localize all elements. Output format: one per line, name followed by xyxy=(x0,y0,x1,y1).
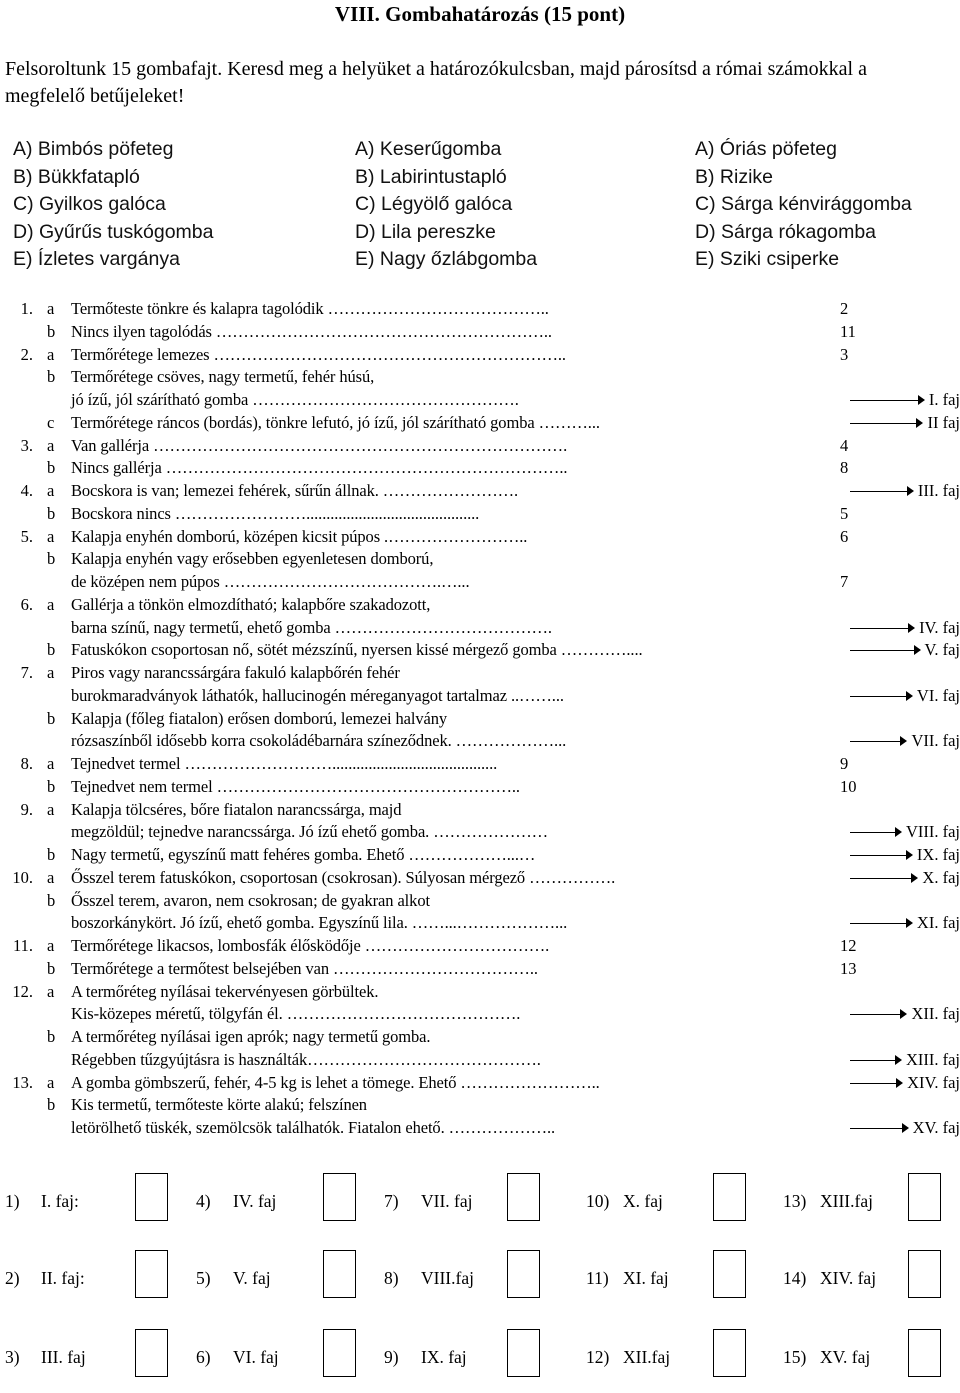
mushroom-name: D) Gyűrűs tuskógomba xyxy=(13,220,214,243)
answer-number: 9) xyxy=(384,1347,399,1367)
key-description: barna színű, nagy termetű, ehető gomba …………………………………. xyxy=(71,617,552,637)
arrow-shaft xyxy=(850,628,909,629)
answer-species-label: VIII.faj xyxy=(421,1268,474,1288)
answer-species-label: XI. faj xyxy=(623,1268,669,1288)
key-next-step: 9 xyxy=(840,754,849,773)
answer-box[interactable] xyxy=(323,1173,356,1221)
arrow-shaft xyxy=(850,423,917,424)
key-line xyxy=(0,890,960,912)
key-description: Piros vagy narancssárgára fakuló kalapbőrén fehér xyxy=(71,663,400,682)
species-label: VI. faj xyxy=(916,685,960,705)
key-option-letter: b xyxy=(47,890,56,910)
key-description: Tejnedvet termel ………………………......................................... xyxy=(71,754,498,773)
answer-number: 1) xyxy=(5,1191,20,1211)
key-description: Ősszel terem fatuskókon, csoportosan (csokrosan). Súlyosan mérgező ……………. xyxy=(71,867,616,887)
result-arrow xyxy=(850,730,907,752)
mushroom-name: A) Bimbós pöfeteg xyxy=(13,138,174,160)
answer-species-label: V. faj xyxy=(233,1268,271,1288)
result-arrow xyxy=(850,1049,902,1071)
answer-box[interactable] xyxy=(507,1250,540,1298)
key-line xyxy=(0,321,960,343)
answer-species-label: XII.faj xyxy=(623,1347,671,1367)
arrow-right-icon xyxy=(900,1009,907,1019)
arrow-right-icon xyxy=(918,395,925,405)
key-next-step: 3 xyxy=(840,344,849,364)
key-option-letter: a xyxy=(47,1072,55,1092)
key-option-letter: a xyxy=(47,594,55,614)
key-next-step: 4 xyxy=(840,435,849,455)
key-option-letter: b xyxy=(47,845,56,864)
key-description: Termőrétege csöves, nagy termetű, fehér húsú, xyxy=(71,367,375,387)
mushroom-list-column-2 xyxy=(355,136,537,274)
result-arrow xyxy=(850,821,902,843)
key-step-number: 3. xyxy=(20,435,33,455)
species-label: V. faj xyxy=(924,640,960,660)
key-line xyxy=(0,571,960,593)
answer-box[interactable] xyxy=(507,1329,540,1377)
key-description: Kalapja enyhén domború, középen kicsit púpos .…………………….. xyxy=(71,526,528,546)
key-line xyxy=(0,799,960,821)
key-line xyxy=(0,821,960,843)
key-line xyxy=(0,753,960,775)
result-arrow xyxy=(850,867,918,889)
arrow-shaft xyxy=(850,400,919,401)
key-description: A termőréteg nyílásai tekervényesen görbültek. xyxy=(71,981,379,1001)
key-description: burokmaradványok láthatók, hallucinogén méreganyagot tartalmaz ..……... xyxy=(71,685,564,705)
species-label: II faj xyxy=(927,412,960,432)
arrow-shaft xyxy=(850,1083,897,1084)
answer-box[interactable] xyxy=(713,1173,746,1221)
mushroom-list-column-1 xyxy=(13,136,214,274)
key-step-number: 5. xyxy=(20,526,33,546)
key-option-letter: a xyxy=(47,754,55,773)
mushroom-name: D) Sárga rókagomba xyxy=(695,220,877,243)
key-description: Kalapja tölcséres, bőre fiatalon narancssárga, majd xyxy=(71,799,402,819)
answer-number: 8) xyxy=(384,1268,399,1288)
arrow-right-icon xyxy=(916,418,923,428)
answer-number: 7) xyxy=(384,1191,399,1211)
arrow-right-icon xyxy=(906,918,913,928)
key-line xyxy=(0,1094,960,1116)
key-line xyxy=(0,708,960,730)
species-label: XII. faj xyxy=(911,1004,960,1024)
key-description: Kis-közepes méretű, tölgyfán él. ……………………………………. xyxy=(71,1004,521,1024)
key-line xyxy=(0,935,960,957)
key-step-number: 8. xyxy=(20,754,33,773)
answer-number: 12) xyxy=(586,1347,610,1367)
answer-box[interactable] xyxy=(908,1329,941,1377)
arrow-shaft xyxy=(850,741,901,742)
key-description: Termőteste tönkre és kalapra tagolódik ………………………………….. xyxy=(71,299,549,318)
key-description: rózsaszínből idősebb korra csokoládébarnára színeződnek. ………………... xyxy=(71,731,567,751)
key-option-letter: b xyxy=(47,1095,56,1115)
mushroom-name: A) Keserűgomba xyxy=(355,138,502,160)
key-line xyxy=(0,730,960,752)
answer-number: 5) xyxy=(196,1268,211,1288)
arrow-right-icon xyxy=(900,736,907,746)
mushroom-name: B) Labirintustapló xyxy=(355,165,507,188)
answer-number: 6) xyxy=(196,1347,211,1367)
species-label: XIII. faj xyxy=(905,1049,960,1069)
result-arrow xyxy=(850,389,925,411)
arrow-shaft xyxy=(850,1128,903,1129)
key-line xyxy=(0,366,960,388)
key-description: boszorkánykört. Jó ízű, ehető gomba. Egyszínű lila. ……...………………... xyxy=(71,913,568,933)
arrow-shaft xyxy=(850,855,907,856)
species-label: XI. faj xyxy=(916,913,960,933)
key-next-step: 8 xyxy=(840,458,849,478)
key-description: Ősszel terem, avaron, nem csokrosan; de gyakran alkot xyxy=(71,890,430,910)
key-description: Termőrétege a termőtest belsejében van ……………………………….. xyxy=(71,958,538,978)
key-line xyxy=(0,776,960,798)
key-step-number: 11. xyxy=(12,936,33,955)
arrow-right-icon xyxy=(911,873,918,883)
arrow-shaft xyxy=(850,923,907,924)
result-arrow xyxy=(850,912,913,934)
key-line xyxy=(0,412,960,434)
arrow-right-icon xyxy=(906,691,913,701)
answer-species-label: VI. faj xyxy=(233,1347,279,1367)
key-option-letter: a xyxy=(47,936,55,955)
key-description: jó ízű, jól szárítható gomba …………………………………………. xyxy=(71,390,519,409)
key-description: Régebben tűzgyújtásra is használták……………………………………. xyxy=(71,1049,541,1069)
mushroom-name: D) Lila pereszke xyxy=(355,220,496,243)
answer-species-label: IX. faj xyxy=(421,1347,467,1367)
species-label: VIII. faj xyxy=(905,822,960,842)
key-step-number: 13. xyxy=(12,1072,33,1092)
arrow-right-icon xyxy=(896,1078,903,1088)
key-description: Kalapja enyhén vagy erősebben egyenletesen domború, xyxy=(71,549,434,569)
key-step-number: 6. xyxy=(20,594,33,614)
answer-box[interactable] xyxy=(135,1250,168,1298)
arrow-right-icon xyxy=(907,486,914,496)
result-arrow xyxy=(850,844,913,866)
answer-species-label: VII. faj xyxy=(421,1191,473,1211)
key-line xyxy=(0,867,960,889)
key-description: letörölhető tüskék, szemölcsök találhatók. Fiatalon ehető. ……………….. xyxy=(71,1118,556,1137)
arrow-shaft xyxy=(850,650,915,651)
key-option-letter: a xyxy=(47,299,55,318)
mushroom-name: E) Sziki csiperke xyxy=(695,248,840,270)
answer-species-label: XV. faj xyxy=(820,1347,871,1367)
key-option-letter: a xyxy=(47,981,55,1001)
mushroom-name: A) Óriás pöfeteg xyxy=(695,138,837,160)
answer-box[interactable] xyxy=(135,1329,168,1377)
key-next-step: 7 xyxy=(840,572,849,591)
key-description: Tejnedvet nem termel ……………………………………………….. xyxy=(71,776,520,796)
species-label: X. faj xyxy=(922,867,960,887)
key-option-letter: a xyxy=(47,799,55,819)
arrow-shaft xyxy=(850,696,907,697)
answer-species-label: IV. faj xyxy=(233,1191,277,1211)
result-arrow xyxy=(850,1117,909,1139)
answer-species-label: II. faj: xyxy=(41,1268,85,1288)
key-next-step: 6 xyxy=(840,526,849,546)
result-arrow xyxy=(850,639,921,661)
result-arrow xyxy=(850,480,914,502)
key-description: Bocskora is van; lemezei fehérek, sűrűn állnak. ……………………. xyxy=(71,481,519,500)
mushroom-name: C) Sárga kénvirággomba xyxy=(695,193,912,215)
species-label: VII. faj xyxy=(911,731,960,751)
mushroom-name: E) Nagy őzlábgomba xyxy=(355,248,538,270)
answer-number: 2) xyxy=(5,1268,20,1288)
answer-number: 13) xyxy=(783,1191,807,1211)
answer-species-label: III. faj xyxy=(41,1347,86,1367)
key-line xyxy=(0,298,960,320)
result-arrow xyxy=(850,685,913,707)
answer-box[interactable] xyxy=(713,1329,746,1377)
key-line xyxy=(0,844,960,866)
key-step-number: 12. xyxy=(12,981,33,1001)
key-next-step: 10 xyxy=(840,776,857,796)
arrow-right-icon xyxy=(906,850,913,860)
answer-box[interactable] xyxy=(908,1250,941,1298)
key-line xyxy=(0,548,960,570)
arrow-right-icon xyxy=(902,1123,909,1133)
key-line xyxy=(0,685,960,707)
mushroom-name: B) Bükkfatapló xyxy=(13,165,140,188)
key-description: Termőrétege lemezes ……………………………………………………….. xyxy=(71,344,566,364)
key-description: Kalapja (főleg fiatalon) erősen domború, lemezei halvány xyxy=(71,708,448,728)
arrow-shaft xyxy=(850,1014,901,1015)
mushroom-name: C) Gyilkos galóca xyxy=(13,193,166,215)
arrow-right-icon xyxy=(914,645,921,655)
page-title: VIII. Gombahatározás (15 pont) xyxy=(334,2,626,26)
key-description: Nincs ilyen tagolódás …………………………………………………….. xyxy=(71,321,552,341)
key-option-letter: b xyxy=(47,958,56,978)
instructions-paragraph: Felsoroltunk 15 gombafajt. Keresd meg a helyüket a határozókulcsban, majd párosítsd a római számokkal a megfelelő betűjeleket! xyxy=(5,58,867,107)
key-line xyxy=(0,981,960,1003)
key-line xyxy=(0,662,960,684)
answer-number: 11) xyxy=(586,1268,609,1288)
result-arrow xyxy=(850,412,923,434)
answer-number: 3) xyxy=(5,1347,20,1367)
key-option-letter: b xyxy=(47,549,56,569)
answer-number: 4) xyxy=(196,1191,211,1211)
key-option-letter: a xyxy=(47,526,55,546)
key-line xyxy=(0,344,960,366)
answer-number: 14) xyxy=(783,1268,807,1288)
key-line xyxy=(0,639,960,661)
answer-box[interactable] xyxy=(323,1329,356,1377)
key-line xyxy=(0,1049,960,1071)
key-line xyxy=(0,503,960,525)
key-next-step: 13 xyxy=(840,958,857,978)
key-option-letter: b xyxy=(47,708,56,728)
arrow-right-icon xyxy=(895,827,902,837)
key-option-letter: b xyxy=(47,458,56,478)
key-line xyxy=(0,1026,960,1048)
key-step-number: 9. xyxy=(20,799,33,819)
key-description: A termőréteg nyílásai igen aprók; nagy termetű gomba. xyxy=(71,1027,431,1046)
key-description: Termőrétege likacsos, lombosfák élősködője ……………………………. xyxy=(71,936,550,955)
key-description: Van gallérja …………………………………………………………………. xyxy=(71,435,568,455)
key-step-number: 1. xyxy=(20,299,33,318)
species-label: XIV. faj xyxy=(907,1072,960,1092)
key-line xyxy=(0,1003,960,1025)
key-line xyxy=(0,1117,960,1139)
answer-species-label: X. faj xyxy=(623,1191,663,1211)
answer-number: 15) xyxy=(783,1347,807,1367)
key-description: Fatuskókon csoportosan nő, sötét mézszínű, nyersen kissé mérgező gomba ………….... xyxy=(71,640,643,660)
key-option-letter: a xyxy=(47,481,55,500)
species-label: IX. faj xyxy=(916,845,960,864)
species-label: IV. faj xyxy=(919,617,960,637)
key-option-letter: b xyxy=(47,640,56,660)
arrow-shaft xyxy=(850,878,912,879)
answer-box[interactable] xyxy=(908,1173,941,1221)
key-description: Gallérja a tönkön elmozdítható; kalapbőre szakadozott, xyxy=(71,594,431,614)
key-option-letter: a xyxy=(47,344,55,364)
key-option-letter: b xyxy=(47,503,56,523)
answer-species-label: XIII.faj xyxy=(820,1191,873,1211)
arrow-right-icon xyxy=(908,623,915,633)
key-description: de középen nem púpos ………………………………….…... xyxy=(71,572,470,591)
key-description: A gomba gömbszerű, fehér, 4-5 kg is lehet a tömege. Ehető …………………….. xyxy=(71,1072,600,1092)
key-line xyxy=(0,526,960,548)
arrow-shaft xyxy=(850,832,896,833)
answer-box[interactable] xyxy=(135,1173,168,1221)
key-description: megzöldül; tejnedve narancssárga. Jó ízű ehető gomba. ………………… xyxy=(71,822,549,842)
key-option-letter: b xyxy=(47,1027,56,1046)
arrow-right-icon xyxy=(895,1055,902,1065)
key-option-letter: b xyxy=(47,776,56,796)
arrow-shaft xyxy=(850,1060,896,1061)
answer-species-label: I. faj: xyxy=(41,1191,79,1211)
species-label: XV. faj xyxy=(912,1118,960,1137)
key-description: Nagy termetű, egyszínű matt fehéres gomba. Ehető ………………...… xyxy=(71,845,536,864)
answer-box[interactable] xyxy=(713,1250,746,1298)
key-line xyxy=(0,594,960,616)
key-step-number: 10. xyxy=(12,867,33,887)
key-option-letter: a xyxy=(47,435,55,455)
key-line xyxy=(0,480,960,502)
arrow-shaft xyxy=(850,491,908,492)
species-label: I. faj xyxy=(928,390,960,409)
key-option-letter: b xyxy=(47,367,56,387)
answer-box[interactable] xyxy=(507,1173,540,1221)
key-line xyxy=(0,389,960,411)
mushroom-name: E) Ízletes vargánya xyxy=(13,248,180,270)
key-description: Bocskora nincs ……………………........................................... xyxy=(71,503,480,523)
result-arrow xyxy=(850,617,915,639)
key-option-letter: a xyxy=(47,867,55,887)
mushroom-name: B) Rizike xyxy=(695,165,774,188)
key-line xyxy=(0,912,960,934)
key-line xyxy=(0,958,960,980)
key-step-number: 7. xyxy=(20,663,33,682)
answer-species-label: XIV. faj xyxy=(820,1268,877,1288)
key-next-step: 12 xyxy=(840,936,857,955)
species-label: III. faj xyxy=(917,481,960,500)
key-option-letter: c xyxy=(47,412,55,432)
key-description: Nincs gallérja ……………………………………………………………….. xyxy=(71,458,568,478)
mushroom-name: C) Légyölő galóca xyxy=(355,193,513,215)
key-step-number: 2. xyxy=(20,344,33,364)
key-line xyxy=(0,1072,960,1094)
result-arrow xyxy=(850,1003,907,1025)
result-arrow xyxy=(850,1072,903,1094)
key-description: Kis termetű, termőteste körte alakú; felszínen xyxy=(71,1095,367,1115)
answer-number: 10) xyxy=(586,1191,610,1211)
key-step-number: 4. xyxy=(20,481,33,500)
key-option-letter: a xyxy=(47,663,55,682)
key-next-step: 2 xyxy=(840,299,849,318)
mushroom-list-column-3 xyxy=(695,136,912,274)
key-line xyxy=(0,435,960,457)
key-description: Termőrétege ráncos (bordás), tönkre lefutó, jó ízű, jól szárítható gomba ………... xyxy=(71,412,600,432)
key-next-step: 11 xyxy=(840,321,856,341)
answer-box[interactable] xyxy=(323,1250,356,1298)
key-line xyxy=(0,457,960,479)
key-option-letter: b xyxy=(47,321,56,341)
key-next-step: 5 xyxy=(840,503,849,523)
key-line xyxy=(0,617,960,639)
